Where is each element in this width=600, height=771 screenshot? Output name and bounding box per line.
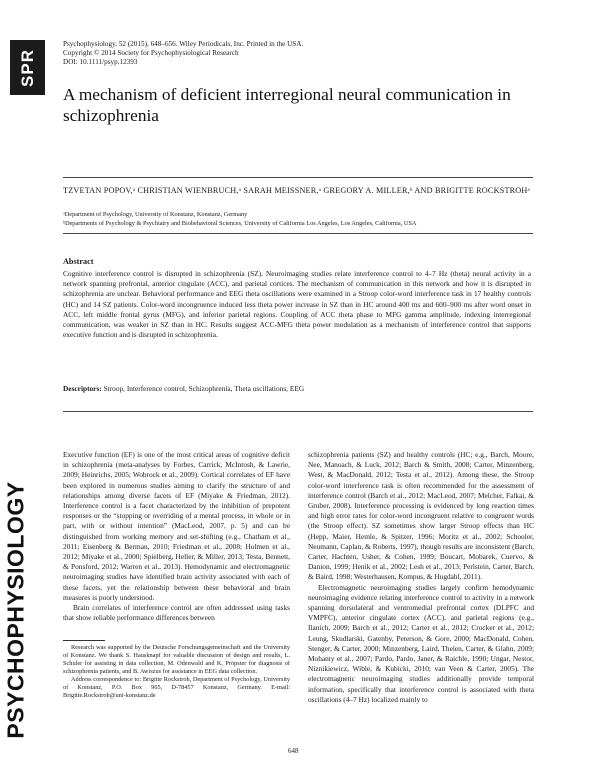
journal-header (63, 40, 303, 67)
affiliation-b: ᵇDepartments of Psychology & Psychiatry and Biobehavioral Sciences, University of California Los Angeles, Los Angeles, California, USA (63, 220, 417, 227)
title-rule (63, 177, 533, 178)
body-paragraph: Brain correlates of interference control are often addressed using tasks that show reliable performance differences between (63, 603, 290, 623)
affiliation-rule (63, 233, 533, 234)
body-left-column (63, 450, 290, 623)
body-paragraph: schizophrenia patients (SZ) and healthy controls (HC; e.g., Barch, Moore, Nee, Manoach, & Luck, 2012; Barch & Smith, 2008; Carter, Minzenberg, West, & MacDonald, 2012; Testa et al., 2012). Among these, the Stroop color-word interference task is often recommended for the assessment of interference control (Barch et al., 2012; MacLeod, 2007; Melcher, Falkai, & Gruber, 2008). Interference processing is evidenced by long reaction times and high error rates for color-word incongruent relative to congruent words (the Stroop effect). SZ sometimes show larger Stroop effects than HC (Hepp, Maier, Hemle, & Spitzer, 1996; Moritz et al., 2002; Schooler, Neumann, Caplan, & Roberts, 1997), though results are inconsistent (Barch, Carter, Hachten, Usher, & Cohen, 1999; Boucart, Mobarek, Cuervo, & Danion, 1999; Henik et al., 2002; Lesh et al., 2013; Perlstein, Carter, Barch, & Baird, 1998; Westerhausen, Kompus, & Hugdahl, 2011). (308, 450, 534, 582)
body-paragraph: Executive function (EF) is one of the most critical areas of cognitive deficit in schizophrenia (meta-analyses by Forbes, Carrick, McIntosh, & Lawrie, 2009; Heinrichs, 2005; Wobrock et al., 2009). Cortical correlates of EF have been explored in numerous studies aiming to clarify the structure of and relationships among diverse facets of EF (Miyake & Friedman, 2012). Interference control is a facet characterized by the inhibition of prepotent responses or the “stopping or overriding of a mental process, in whole or in part, with or without intention” (MacLeod, 2007, p. 5) and can be distinguished from working memory and set-shifting (e.g., Chatham et al., 2011; Eisenberg & Berman, 2010; Friedman et al., 2008; Holmen et al., 2012; Miyake et al., 2000; Spielberg, Heller, & Miller, 2013; Testa, Bennett, & Ponsford, 2012; Warren et al., 2013). Hemodynamic and electromagnetic neuroimaging studies have identified brain activity associated with each of these facets, yet the relationship between these behavioral and brain measures is poorly understood. (63, 450, 290, 602)
page-number: 648 (288, 747, 299, 755)
footnote-rule (63, 640, 105, 641)
abstract-heading: Abstract (63, 257, 94, 266)
article-title: A mechanism of deficient interregional neural communication in schizophrenia (63, 85, 511, 125)
journal-name: PSYCHOPHYSIOLOGY (2, 481, 29, 739)
citation-line: Psychophysiology, 52 (2015), 648–656. Wiley Periodicals, Inc. Printed in the USA. (63, 40, 304, 48)
abstract-rule (63, 411, 533, 412)
author-list: TZVETAN POPOV,ᵃ CHRISTIAN WIENBRUCH,ᵃ SARAH MEISSNER,ᵃ GREGORY A. MILLER,ᵇ AND BRIGITTE ROCKSTROHᵃ (63, 186, 530, 195)
abstract-text: Cognitive interference control is disrupted in schizophrenia (SZ). Neuroimaging studies relate interference control to 4–7 Hz (theta) neural activity in a network spanning prefrontal, anterior cingulate (ACC), and parietal cortices. The mechanism of communication in this network and how it is disrupted in schizophrenia are unclear. Behavioral performance and EEG theta oscillations were examined in a Stroop color-word interference task in 17 healthy controls (HC) and 14 SZ patients. Color-word incongruence induced less theta power increase in SZ than in HC around 400 ms and 600–900 ms after word onset in ACC, left middle frontal gyrus (MFG), and inferior parietal regions. Coupling of ACC theta phase to MFG gamma amplitude, indexing interregional communication, was weaker in SZ than in HC. Results suggest ACC-MFG theta power modulation as a mechanism of interference control that supports executive function and is disrupted in schizophrenia. (63, 269, 531, 340)
affiliation-a: ᵃDepartment of Psychology, University of Konstanz, Konstanz, Germany (63, 211, 248, 218)
correspondence-note: Address correspondence to: Brigitte Rockstroh, Department of Psychology, University of Konstanz, P.O. Box 905, D-78457 Konstanz, Germany. E-mail: Brigitte.Rockstroh@uni-konstanz.de (63, 676, 290, 699)
journal-side-title (3, 450, 29, 770)
descriptors (63, 384, 533, 394)
footnotes (63, 644, 290, 700)
doi-line: DOI: 10.1111/psyp.12393 (63, 58, 138, 66)
body-paragraph: Electromagnetic neuroimaging studies largely confirm hemodynamic neuroimaging evidence relating interference control to activity in a network spanning dorsolateral and ventromedial prefrontal cortex (DLPFC and VMPFC), anterior cingulate cortex (ACC), and parietal regions (e.g., Ilanich, 2009; Barch et al., 2012; Carter et al., 2012; Crocker et al., 2012; Leung, Skudlarski, Gatenby, Peterson, & Gore, 2000; MacDonald, Cohen, Stenger, & Carter, 2000; Minzenberg, Laird, Thelen, Carter, & Glahn, 2009; Mohanty et al., 2007; Pardo, Pardo, Janer, & Raichle, 1990; Ungar, Nestor, Niznikiewicz, Wible, & Kubicki, 2010; van Veen & Carter, 2005). The electromagnetic neuroimaging studies additionally provide temporal information, specifically that interference control is associated with theta oscillations (4–7 Hz) localized mainly to (308, 582, 534, 704)
descriptors-label: Descriptors: (63, 384, 102, 393)
logo-text: SPR (17, 48, 37, 87)
descriptors-terms: Stroop, Interference control, Schizophrenia, Theta oscillations, EEG (103, 384, 305, 393)
society-logo (10, 40, 45, 95)
body-right-column (308, 450, 534, 705)
copyright-line: Copyright © 2014 Society for Psychophysiological Research (63, 49, 239, 57)
funding-note: Research was supported by the Deutsche Forschungsgemeinschaft and the University of Konstanz. We thank S. Hausknapf for valuable discussion of design and results, L. Schuler for assisting in data collection, M. Odenwald and K. Pröpster for diagnosis of schizophrenia patients, and B. Awiszus for assistance in EEG data collection. (63, 644, 290, 675)
